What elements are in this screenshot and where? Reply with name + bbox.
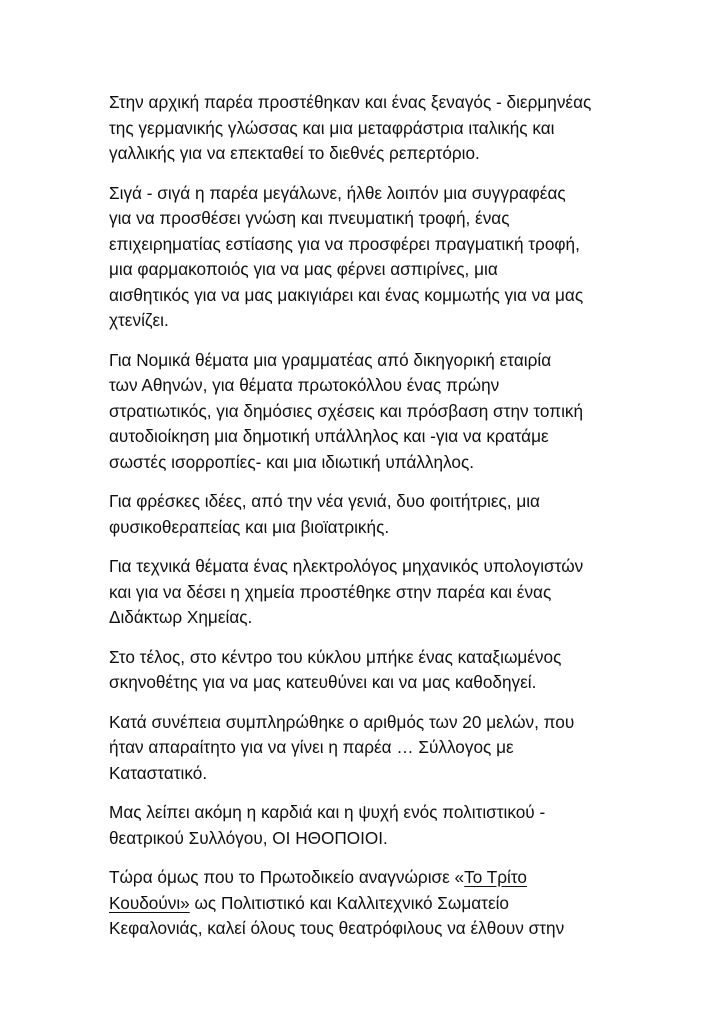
text-line: Κεφαλονιάς, καλεί όλους τους θεατρόφιλους να έλθουν στην (109, 918, 565, 938)
document-body (109, 90, 619, 956)
text-line: σκηνοθέτης για να μας κατευθύνει και να μας καθοδηγεί. (109, 672, 537, 692)
text-segment: ως Πολιτιστικό και Καλλιτεχνικό Σωματείο (189, 892, 509, 913)
paragraph-7 (109, 710, 619, 787)
text-line: αισθητικός για να μας μακιγιάρει και ένας κομμωτής για να μας (109, 284, 584, 305)
paragraph-1 (109, 90, 619, 167)
text-line: φυσικοθεραπείας και μια βιοϊατρικής. (109, 516, 390, 537)
text-line: Για τεχνικά θέματα ένας ηλεκτρολόγος μηχανικός υπολογιστών (109, 556, 584, 576)
paragraph-9 (109, 865, 619, 942)
text-line: Για φρέσκες ιδέες, από την νέα γενιά, δυο φοιτήτριες, μια (109, 491, 540, 511)
paragraph-5 (109, 554, 619, 631)
text-line: μια φαρμακοποιός για να μας φέρνει ασπιρίνες, μια (109, 259, 498, 279)
paragraph-2 (109, 181, 619, 334)
text-line: σωστές ισορροπίες- και μια ιδιωτική υπάλληλος. (109, 451, 475, 472)
text-line: Διδάκτωρ Χημείας. (109, 607, 253, 627)
text-line: Κατά συνέπεια συμπληρώθηκε ο αριθμός των 20 μελών, που (109, 711, 575, 732)
text-line: γαλλικής για να επεκταθεί το διεθνές ρεπερτόριο. (109, 143, 480, 163)
paragraph-8 (109, 800, 619, 851)
text-line: αυτοδιοίκηση μια δημοτική υπάλληλος και -για να κρατάμε (109, 426, 549, 446)
paragraph-4 (109, 489, 619, 540)
paragraph-6 (109, 645, 619, 696)
text-segment: Τώρα όμως που το Πρωτοδικείο αναγνώρισε « (109, 867, 465, 887)
text-line: Καταστατικό. (109, 762, 208, 783)
text-line: Στο τέλος, στο κέντρο του κύκλου μπήκε ένας καταξιωμένος (109, 646, 562, 667)
text-line: θεατρικού Συλλόγου, ΟΙ ΗΘΟΠΟΙΟΙ. (109, 827, 388, 848)
text-line: Στην αρχική παρέα προστέθηκαν και ένας ξεναγός - διερμηνέας (109, 92, 592, 112)
paragraph-3 (109, 348, 619, 476)
text-line: της γερμανικής γλώσσας και μια μεταφράστρια ιταλικής και (109, 117, 555, 138)
organization-name-underlined: Κουδούνι» (109, 892, 190, 913)
text-line: χτενίζει. (109, 310, 169, 330)
text-line: Για Νομικά θέματα μια γραμματέας από δικηγορική εταιρία (109, 349, 552, 370)
text-line: για να προσθέσει γνώση και πνευματική τροφή, ένας (109, 208, 510, 228)
text-line: Μας λείπει ακόμη η καρδιά και η ψυχή ενός πολιτιστικού - (109, 802, 546, 822)
text-line: επιχειρηματίας εστίασης για να προσφέρει πραγματική τροφή, (109, 233, 580, 254)
text-line: των Αθηνών, για θέματα πρωτοκόλλου ένας πρώην (109, 375, 500, 395)
text-line (109, 865, 619, 891)
organization-name-underlined: Το Τρίτο (464, 867, 527, 887)
text-line: ήταν απαραίτητο για να γίνει η παρέα … Σύλλογος με (109, 737, 514, 757)
text-line (109, 891, 619, 917)
text-line: Σιγά - σιγά η παρέα μεγάλωνε, ήλθε λοιπόν μια συγγραφέας (109, 182, 566, 203)
text-line: και για να δέσει η χημεία προστέθηκε στην παρέα και ένας (109, 581, 552, 602)
text-line: στρατιωτικός, για δημόσιες σχέσεις και πρόσβαση στην τοπική (109, 400, 584, 421)
